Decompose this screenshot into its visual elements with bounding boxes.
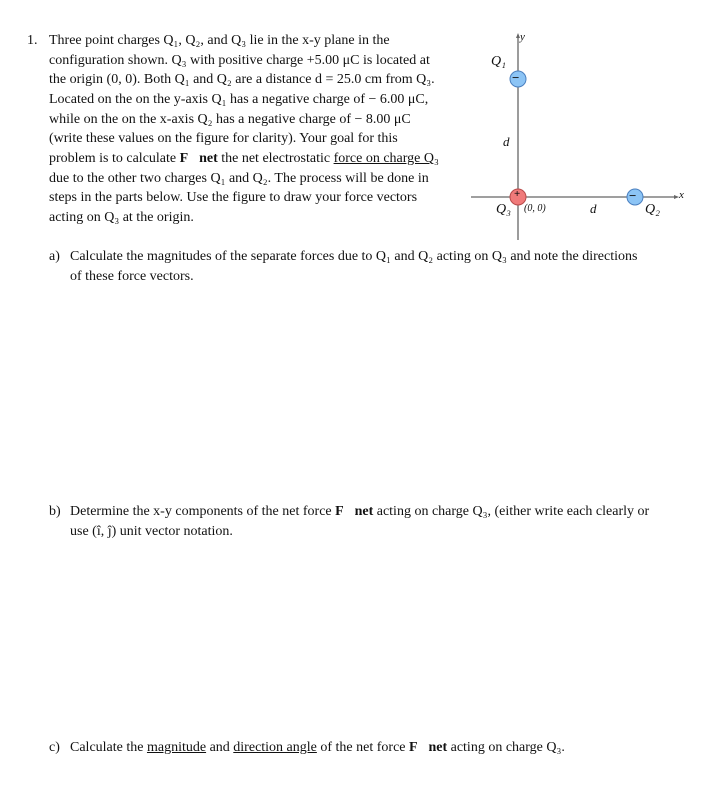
fnet-symbol: F⃗net	[409, 740, 448, 755]
problem-line: while on the on the x-axis Q₂ has a negative charge of − 8.00 μC	[49, 112, 411, 127]
text: acting on charge Q₃.	[447, 740, 565, 755]
text: the net electrostatic	[217, 151, 334, 166]
q1-label: Q₁	[491, 54, 506, 69]
underlined-text: magnitude	[146, 740, 207, 755]
text: Calculate the	[70, 740, 147, 755]
distance-label: d	[590, 201, 597, 216]
part-c-line	[70, 739, 565, 757]
text: and	[206, 740, 234, 755]
part-label: a)	[49, 249, 60, 264]
text: acting on charge Q₃, (either write each clearly or	[373, 504, 650, 519]
negative-sign: −	[629, 188, 637, 203]
negative-sign: −	[512, 70, 520, 85]
part-a-line: Calculate the magnitudes of the separate forces due to Q₁ and Q₂ acting on Q₃ and note the directions	[70, 249, 638, 264]
underlined-text: direction angle	[233, 740, 317, 755]
distance-label: d	[503, 134, 510, 149]
problem-line: configuration shown. Q₃ with positive charge +5.00 μC is located at	[49, 53, 430, 68]
problem-line: Located on the on the y-axis Q₁ has a negative charge of − 6.00 μC,	[49, 92, 429, 107]
underlined-text: force on charge Q₃	[333, 151, 439, 166]
y-axis-label: y	[520, 31, 525, 43]
problem-line: Three point charges Q₁, Q₂, and Q₃ lie in the x-y plane in the	[49, 33, 390, 48]
origin-label: (0, 0)	[524, 203, 546, 214]
fnet-symbol: F⃗net	[335, 504, 374, 519]
part-b-line: use (î, ĵ) unit vector notation.	[70, 524, 233, 539]
problem-line: the origin (0, 0). Both Q₁ and Q₂ are a distance d = 25.0 cm from Q₃.	[49, 72, 435, 87]
problem-line: due to the other two charges Q₁ and Q₂. The process will be done in	[49, 171, 429, 186]
part-b-line	[70, 503, 649, 521]
q2-label: Q₂	[645, 202, 660, 217]
part-a-line: of these force vectors.	[70, 269, 194, 284]
text: problem is to calculate	[49, 151, 180, 166]
problem-line: acting on Q₃ at the origin.	[49, 210, 194, 225]
text: of the net force	[316, 740, 409, 755]
x-axis-label: x	[679, 189, 684, 201]
problem-line: (write these values on the figure for clarity). Your goal for this	[49, 131, 398, 146]
axes	[0, 0, 707, 260]
text: Determine the x-y components of the net force	[70, 504, 336, 519]
fnet-symbol: F⃗net	[179, 151, 218, 166]
positive-sign: +	[514, 188, 521, 200]
q3-label: Q₃	[496, 202, 511, 217]
problem-number: 1.	[27, 33, 38, 48]
problem-line: steps in the parts below. Use the figure to draw your force vectors	[49, 190, 418, 205]
part-label: b)	[49, 504, 61, 519]
part-label: c)	[49, 740, 60, 755]
